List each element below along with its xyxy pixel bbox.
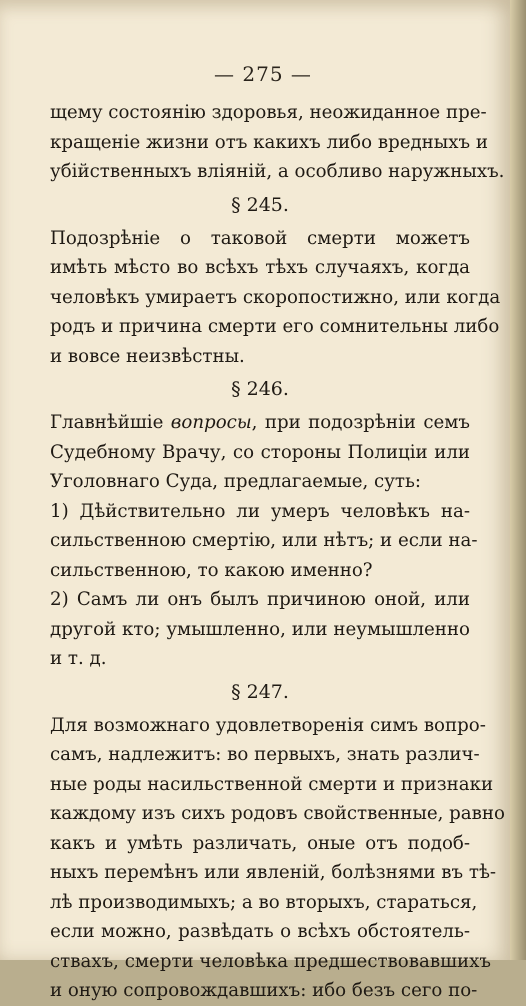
text-line: и оную сопровождавшихъ: ибо безъ сего по-: [50, 980, 478, 1001]
text-line: и вовсе неизвѣстны.: [50, 345, 245, 367]
page-text: [50, 98, 505, 1006]
text-line: самъ, надлежитъ: во первыхъ, знать различ-: [50, 744, 480, 765]
emphasis-text: вопросы: [170, 412, 252, 433]
text-line: [50, 408, 470, 438]
text-line: ствахъ, смерти человѣка предшествовавшихъ: [50, 950, 491, 972]
text-line: Судебному Врачу, со стороны Полиціи или: [50, 441, 470, 463]
text-line: ные роды насильственной смерти и признаки: [50, 773, 494, 795]
text-line: Уголовнаго Суда, предлагаемые, суть:: [50, 471, 421, 492]
text-line: человѣкъ умираетъ скоропостижно, или когда: [50, 286, 501, 308]
text-line: Для возможнаго удовлетворенія симъ вопро-: [50, 714, 486, 736]
page-number: — 275 —: [214, 62, 312, 86]
text-line: если можно, развѣдать о всѣхъ обстоятель-: [50, 921, 470, 942]
text-line: сильственною смертію, или нѣтъ; и если на-: [50, 530, 478, 551]
text-line: лѣ производимыхъ; а во вторыхъ, стараться,: [50, 891, 478, 913]
section-heading: § 245.: [231, 193, 289, 216]
text-line: каждому изъ сихъ родовъ свойственные, равно: [50, 803, 505, 824]
section-heading: § 246.: [231, 378, 289, 400]
text-line: 1) Дѣйствительно ли умеръ человѣкъ на-: [50, 500, 470, 522]
text-line: щему состоянію здоровья, неожиданное пре-: [50, 102, 487, 123]
text-line: ныхъ перемѣнъ или явленій, болѣзнями въ тѣ-: [50, 862, 497, 883]
page-edge: [510, 0, 526, 960]
text-line: имѣть мѣсто во всѣхъ тѣхъ случаяхъ, когда: [50, 257, 470, 278]
text-line: и т. д.: [50, 648, 107, 669]
text-line: родъ и причина смерти его сомнительны либо: [50, 316, 500, 337]
text-line: Подозрѣніе о таковой смерти можетъ: [50, 227, 470, 249]
text-line: убійственныхъ вліяній, а особливо наружныхъ.: [50, 161, 505, 182]
text-line: какъ и умѣть различать, оные отъ подоб-: [50, 832, 470, 854]
text-line: кращеніе жизни отъ какихъ либо вредныхъ и: [50, 131, 489, 153]
section-heading: § 247.: [231, 680, 289, 703]
text-segment: , при подозрѣніи семъ: [251, 412, 470, 433]
text-segment: Главнѣйшіе: [50, 412, 164, 433]
text-line: другой кто; умышленно, или неумышленно: [50, 618, 470, 640]
text-line: сильственною, то какою именно?: [50, 559, 373, 581]
text-line: 2) Самъ ли онъ былъ причиною оной, или: [50, 589, 470, 610]
